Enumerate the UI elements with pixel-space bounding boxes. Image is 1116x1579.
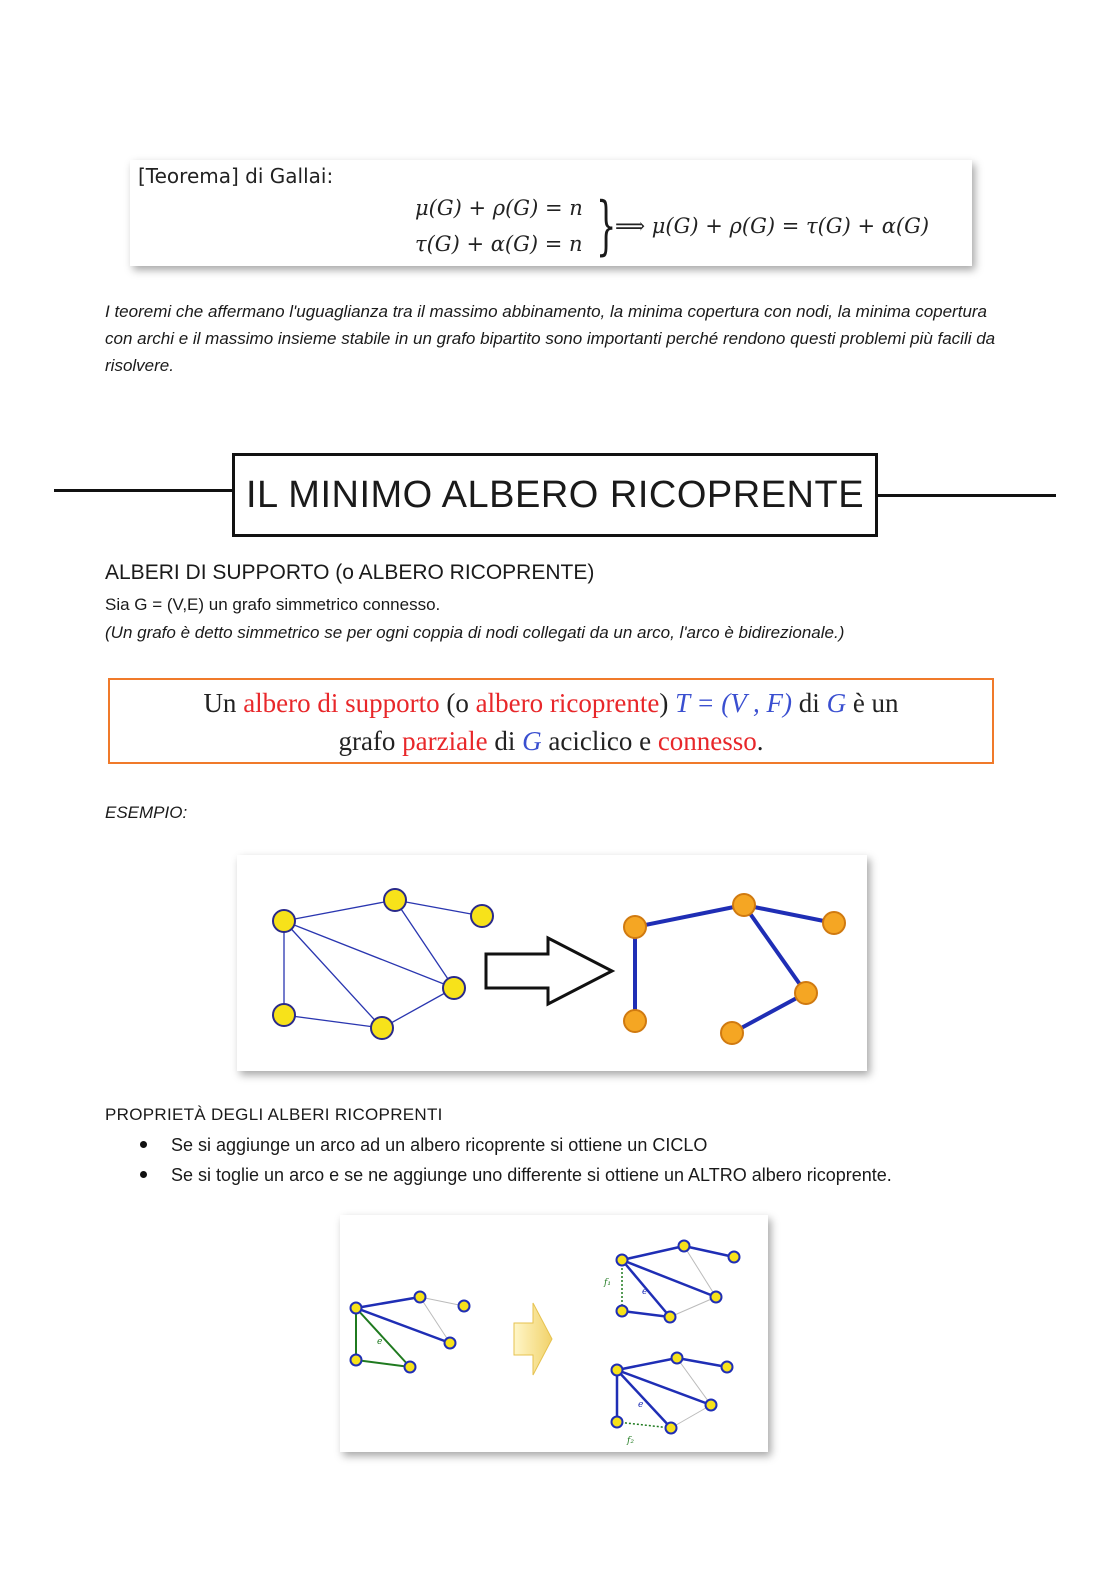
section-title — [232, 453, 878, 537]
subheading: ALBERI DI SUPPORTO (o ALBERO RICOPRENTE) — [105, 561, 595, 584]
section-divider-left — [54, 489, 234, 492]
bullet-item — [140, 1135, 707, 1156]
label-e: e — [642, 1287, 648, 1297]
label-f2: f₂ — [627, 1436, 634, 1446]
arrow-right-icon — [514, 1303, 552, 1375]
theorem-title: [Teorema] di Gallai: — [138, 164, 334, 188]
top-right-tree-edges — [622, 1246, 734, 1317]
definition-intro: Sia G = (V,E) un grafo simmetrico connesso. — [105, 595, 441, 614]
def-text: (o — [439, 688, 476, 718]
def-text: di — [487, 726, 523, 756]
tree-exchange-svg — [340, 1215, 768, 1452]
def-text: Un — [203, 688, 244, 718]
gallai-theorem-box — [130, 160, 972, 266]
spanning-tree-definition-box — [108, 678, 994, 764]
bullet-text: Se si aggiunge un arco ad un albero ricoprente si ottiene un CICLO — [171, 1135, 708, 1155]
example-graph-svg — [237, 855, 867, 1071]
original-graph-edges — [284, 900, 482, 1028]
definition-line-1 — [110, 684, 992, 722]
theorem-equation-2: τ(G) + α(G) = n — [415, 232, 583, 256]
def-term-connesso: connesso — [657, 726, 757, 756]
tree-exchange-figure — [340, 1215, 768, 1452]
bullet-icon — [140, 1171, 147, 1178]
theorem-result: ⟹ μ(G) + ρ(G) = τ(G) + α(G) — [615, 214, 930, 238]
theorem-brace: } — [596, 189, 617, 263]
spanning-tree-edges — [635, 905, 834, 1033]
arrow-right-icon — [486, 938, 612, 1004]
def-term-albero-ricoprente: albero ricoprente — [475, 688, 660, 718]
left-graph-tree-edges — [356, 1297, 450, 1343]
bottom-right-tree-edges — [617, 1358, 727, 1428]
theorem-equation-1: μ(G) + ρ(G) = n — [415, 196, 583, 220]
properties-heading: PROPRIETÀ DEGLI ALBERI RICOPRENTI — [105, 1105, 443, 1124]
bipartite-theorems-paragraph: I teoremi che affermano l'uguaglianza tra il massimo abbinamento, la minima copertura con nodi, la minima copertura con archi e il massimo insieme stabile in un grafo bipartito sono importanti perché rendono questi problemi più facili da risolvere. — [105, 302, 996, 375]
definition-note: (Un grafo è detto simmetrico se per ogni coppia di nodi collegati da un arco, l'arco è bidirezionale.) — [105, 623, 845, 642]
label-e: e — [377, 1337, 383, 1347]
def-text: e — [632, 726, 658, 756]
def-math-g: G — [522, 726, 542, 756]
spanning-tree-nodes — [624, 894, 845, 1044]
def-text: è un — [846, 688, 899, 718]
def-text: . — [756, 726, 764, 756]
bullet-text: Se si toglie un arco e se ne aggiunge uno differente si ottiene un ALTRO albero ricoprente. — [171, 1165, 892, 1185]
def-text: grafo — [338, 726, 403, 756]
label-f1: f₁ — [604, 1278, 611, 1288]
def-math-t: T = (V , F) — [675, 688, 793, 718]
example-label: ESEMPIO: — [105, 803, 188, 822]
label-e: e — [638, 1400, 644, 1410]
bullet-icon — [140, 1141, 147, 1148]
def-text: ) — [659, 688, 676, 718]
definition-line-2 — [110, 722, 992, 760]
spanning-tree-example-figure — [237, 855, 867, 1071]
def-term-parziale: parziale — [402, 726, 488, 756]
bullet-item — [140, 1165, 892, 1186]
left-graph-gray-edges — [420, 1297, 464, 1343]
def-text: di — [792, 688, 827, 718]
bottom-right-removed-edge — [617, 1422, 671, 1428]
def-term-aciclico: aciclico — [541, 726, 633, 756]
def-term-albero-di-supporto: albero di supporto — [243, 688, 440, 718]
section-divider-right — [874, 494, 1056, 497]
section-title-text: IL MINIMO ALBERO RICOPRENTE — [245, 473, 865, 516]
def-math-g: G — [826, 688, 847, 718]
